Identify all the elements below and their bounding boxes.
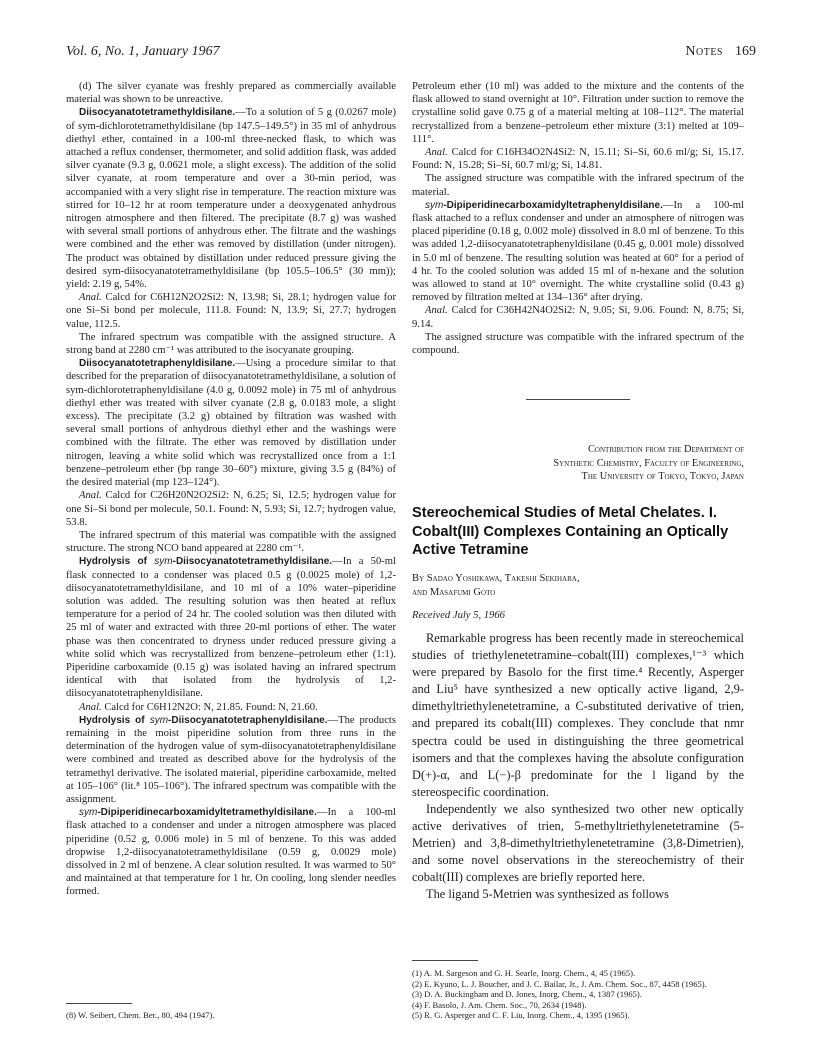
paragraph-text: —Using a procedure similar to that described for the preparation of diisocyanatotetramethyldisilane, a solution of sym-dichlorotetraphenyldisilane (4.0 g, 0.0092 mole) in 75 ml of anhydrous diethyl ether was treated with silver cyanate (2.8 g, 0.0183 mole, a slight excess). The precipitate (3.2 g) obtained by filtration was washed with several small portions of anhydrous diethyl ether and the washings were combined with the filtrate. The ether was removed by distillation under nitrogen, leaving a white solid which was recrystallized once from a 1:1 benzene–petroleum ether (bp range 30–60°) mixture, giving 3.5 g (84%) of the desired material (mp 123–124°). [66, 358, 396, 489]
analysis-label: Anal. [79, 701, 102, 713]
contribution-line: Synthetic Chemistry, Faculty of Engineering, [553, 457, 744, 469]
heading-italic: sym [154, 556, 173, 568]
analysis-text: Calcd for C6H12N2O: N, 21.85. Found: N, 21.60. [104, 701, 318, 713]
paragraph: Independently we also synthesized two other new optically active derivatives of trien, 5-methyltriethylenetetramine (5-Metrien) and 3,8-dimethyltriethylenetetramine (3,8-Dimetrien), and some novel observations in the stereochemistry of their cobalt(III) complexes are briefly reported here. [412, 801, 744, 885]
running-header [66, 44, 756, 66]
paragraph: The assigned structure was compatible with the infrared spectrum of the compound. [412, 331, 744, 357]
analysis-label: Anal. [79, 490, 102, 502]
paragraph [66, 357, 396, 489]
paragraph-text: —In a 100-ml flask attached to a condenser and under a nitrogen atmosphere was placed piperidine (0.52 g, 0.006 mole) in 5 ml of benzene. To this was added dropwise 1,2-diisocyanatotetramethyldisilane (0.59 g, 0.0029 mole) dissolved in 2 ml of benzene. A clear solution resulted. It was warmed to 50° and maintained at that temperature for 1 hr. On cooling, long slender needles formed. [66, 807, 396, 898]
page-number: 169 [735, 44, 756, 59]
paragraph: Petroleum ether (10 ml) was added to the mixture and the contents of the flask allowed to stand overnight at 10°. Filtration under suction to remove the crystalline solid gave 0.75 g of a material melting at 108–112°. The material recrystallized from a benzene–petroleum ether mixture (3:1) melted at 109–111°. [412, 81, 744, 145]
analysis-paragraph [66, 701, 396, 714]
heading-part: -Dipiperidinecarboxamidyltetraphenyldisilane. [443, 199, 663, 211]
journal-issue: Vol. 6, No. 1, January 1967 [66, 44, 220, 59]
reference-item: (2) E. Kyuno, L. J. Boucher, and J. C. Bailar, Jr., J. Am. Chem. Soc., 87, 4458 (1965). [412, 978, 707, 989]
paragraph-text: —In a 100-ml flask attached to a reflux condenser and under an atmosphere of nitrogen was placed piperidine (0.18 g, 0.002 mole) dissolved in 8.0 ml of benzene. To this was added 1,2-diisocyanatotetraphenyldisilane (0.45 g, 0.001 mole) dissolved in 5.0 ml of benzene. The resulting solution was heated at 60° for a period of 4 hr. To the cooled solution was added 15 ml of n-hexane and the solution was allowed to stand at 10° overnight. The white crystalline solid (0.43 g) removed by filtration melted at 134–136° after drying. [412, 199, 744, 304]
heading-part: Hydrolysis of [79, 556, 147, 568]
right-column [412, 80, 744, 357]
article-body [412, 630, 744, 904]
paragraph: The assigned structure was compatible with the infrared spectrum of the material. [412, 173, 744, 198]
analysis-text: Calcd for C36H42N4O2Si2: N, 9.05; Si, 9.06. Found: N, 8.75; Si, 9.14. [412, 305, 744, 330]
analysis-label: Anal. [425, 305, 448, 317]
heading-part: Hydrolysis of [79, 714, 145, 726]
received-date: Received July 5, 1966 [412, 610, 505, 621]
references-list [412, 968, 744, 1021]
footnote-divider [66, 1003, 132, 1004]
contribution-block [412, 443, 744, 484]
paragraph: The ligand 5-Metrien was synthesized as follows [426, 887, 669, 902]
paragraph-text: —The products remaining in the moist piperidine solution from three runs in the determination of the hydrogen value of sym-diisocyanatotetraphenyldisilane were combined and treated as described above for the hydrolysis of the tetramethyl derivative. The isolated material, piperidine carboxamide, melted at 105–106° (lit.⁸ 105–106°). The infrared spectrum was compatible with the assignment. [66, 714, 396, 805]
section-heading [425, 200, 663, 211]
section-heading [79, 807, 317, 818]
section-name: Notes [685, 44, 723, 59]
analysis-text: Calcd for C16H34O2N4Si2: N, 15.11; Si–Si, 60.6 ml/g; Si, 15.17. Found: N, 15.28; Si–Si, 60.7 ml/g; Si, 14.81. [412, 147, 744, 172]
heading-italic: sym [79, 807, 98, 819]
heading-italic: sym [425, 199, 444, 211]
section-heading [79, 556, 332, 567]
paragraph [66, 806, 396, 898]
analysis-paragraph [66, 291, 396, 331]
article-title: Stereochemical Studies of Metal Chelates. I. Cobalt(III) Complexes Containing an Optically Active Tetramine [412, 505, 729, 558]
author-line: By Sadao Yoshikawa, Takeshi Sekihara, [412, 573, 580, 584]
paragraph: (d) The silver cyanate was freshly prepared as commercially available material was shown to be unreactive. [66, 81, 396, 106]
analysis-text: Calcd for C6H12N2O2Si2: N, 13.98; Si, 28.1; hydrogen value for one Si–Si bond per molecule, 111.8. Found: N, 13.9; Si, 27.7; hydrogen value, 112.5. [66, 292, 396, 330]
paragraph [412, 199, 744, 305]
analysis-label: Anal. [425, 147, 448, 159]
reference-item: (1) A. M. Sargeson and G. H. Searle, Inorg. Chem., 4, 45 (1965). [412, 968, 636, 978]
paragraph: The infrared spectrum was compatible with the assigned structure. A strong band at 2280 cm⁻¹ was attributed to the isocyanate grouping. [66, 331, 396, 357]
section-heading: Diisocyanatotetraphenyldisilane. [79, 358, 236, 370]
author-line: and Masafumi Goto [412, 587, 496, 598]
paragraph: The infrared spectrum of this material was compatible with the assigned structure. The strong NCO band appeared at 2280 cm⁻¹. [66, 529, 396, 555]
reference-item: (3) D. A. Buckingham and D. Jones, Inorg. Chem., 4, 1387 (1965). [412, 989, 642, 1000]
paragraph [66, 106, 396, 291]
heading-part: -Dipiperidinecarboxamidyltetramethyldisilane. [97, 807, 317, 819]
footnote-left: (8) W. Seibert, Chem. Ber., 80, 494 (1947). [66, 1010, 215, 1020]
section-heading [79, 715, 328, 726]
author-byline [412, 572, 744, 600]
heading-part: -Diisocyanatotetramethyldisilane. [172, 556, 333, 568]
section-divider [526, 399, 630, 400]
left-column [66, 80, 396, 899]
paragraph-text: —In a 50-ml flask connected to a condenser was placed 0.5 g (0.0025 mole) of 1,2-diisocyanatotetramethyldisilane, and 10 ml of a 10% water–piperidine solution was added. The resulting solution was then heated at reflux temperature for a period of 24 hr. The cooled solution was then diluted with 25 ml of water and extracted with three 20-ml portions of ether. The water phase was then concentrated to dryness under reduced pressure giving a white solid which was recrystallized from benzene–petroleum ether (1:1). Piperidine carboxamide (0.15 g) was isolated having an infrared spectrum identical with that isolated from the hydrolysis of 1,2-diisocyanatotetraphenyldisilane. [66, 556, 396, 700]
paragraph [66, 714, 396, 806]
references-divider [412, 960, 478, 961]
reference-item: (4) F. Basolo, J. Am. Chem. Soc., 70, 2634 (1948). [412, 999, 587, 1010]
paragraph: Remarkable progress has been recently made in stereochemical studies of triethylenetetramine–cobalt(III) complexes,¹⁻³ which were prepared by Basolo for the first time.⁴ Recently, Asperger and Liu⁵ have synthesized a new optically active ligand, 2,9-dimethyltriethylenetetramine, a C-substituted derivative of trien, and prepared its cobalt(III) complexes. They conclude that nmr spectra could be used in distinguishing the three geometrical isomers and that the complexes having the absolute configuration D(+)-α, and L(−)-β predominate for the l ligand by the stereospecific coordination. [412, 631, 744, 799]
heading-part: -Diisocyanatotetraphenyldisilane. [168, 714, 328, 726]
analysis-text: Calcd for C26H20N2O2Si2: N, 6.25; Si, 12.5; hydrogen value for one Si–Si bond per molecule, 50.1. Found: N, 5.93; Si, 12.7; hydrogen value, 53.8. [66, 490, 396, 528]
analysis-label: Anal. [79, 292, 102, 304]
section-heading: Diisocyanatotetramethyldisilane. [79, 107, 236, 119]
paragraph-text: —To a solution of 5 g (0.0267 mole) of sym-dichlorotetramethyldisilane (bp 147.5–149.5°) in 35 ml of anhydrous diethyl ether, contained in a 100-ml three-necked flask, to which was attached a reflux condenser, thermometer, and solid addition flask, was added silver cyanate (9.3 g, 0.0621 mole, a slight excess). The addition of the solid silver cyanate, at room temperature and over a 30-min period, was accompanied with a very slight rise in temperature. The reaction mixture was stirred for 10–12 hr at room temperature under a deoxygenated anhydrous nitrogen atmosphere and then filtered. The precipitate (8.7 g) was washed with several small portions of anhydrous ether. The filtrate and the washings were combined and the ether was removed by distillation (under nitrogen). The product was obtained by distillation under reduced pressure giving the desired sym-diisocyanatotetramethyldisilane (bp 105.5–106.5° (30 mm)); yield: 2.19 g, 54%. [66, 107, 396, 291]
reference-item: (5) R. G. Asperger and C. F. Liu, Inorg. Chem., 4, 1395 (1965). [412, 1010, 630, 1021]
analysis-paragraph [412, 304, 744, 330]
analysis-paragraph [412, 146, 744, 172]
contribution-line: Contribution from the Department of [588, 444, 744, 455]
page-info [685, 44, 756, 60]
heading-italic: sym [149, 714, 169, 726]
paragraph [66, 555, 396, 700]
analysis-paragraph [66, 489, 396, 529]
contribution-line: The University of Tokyo, Tokyo, Japan [581, 471, 744, 482]
